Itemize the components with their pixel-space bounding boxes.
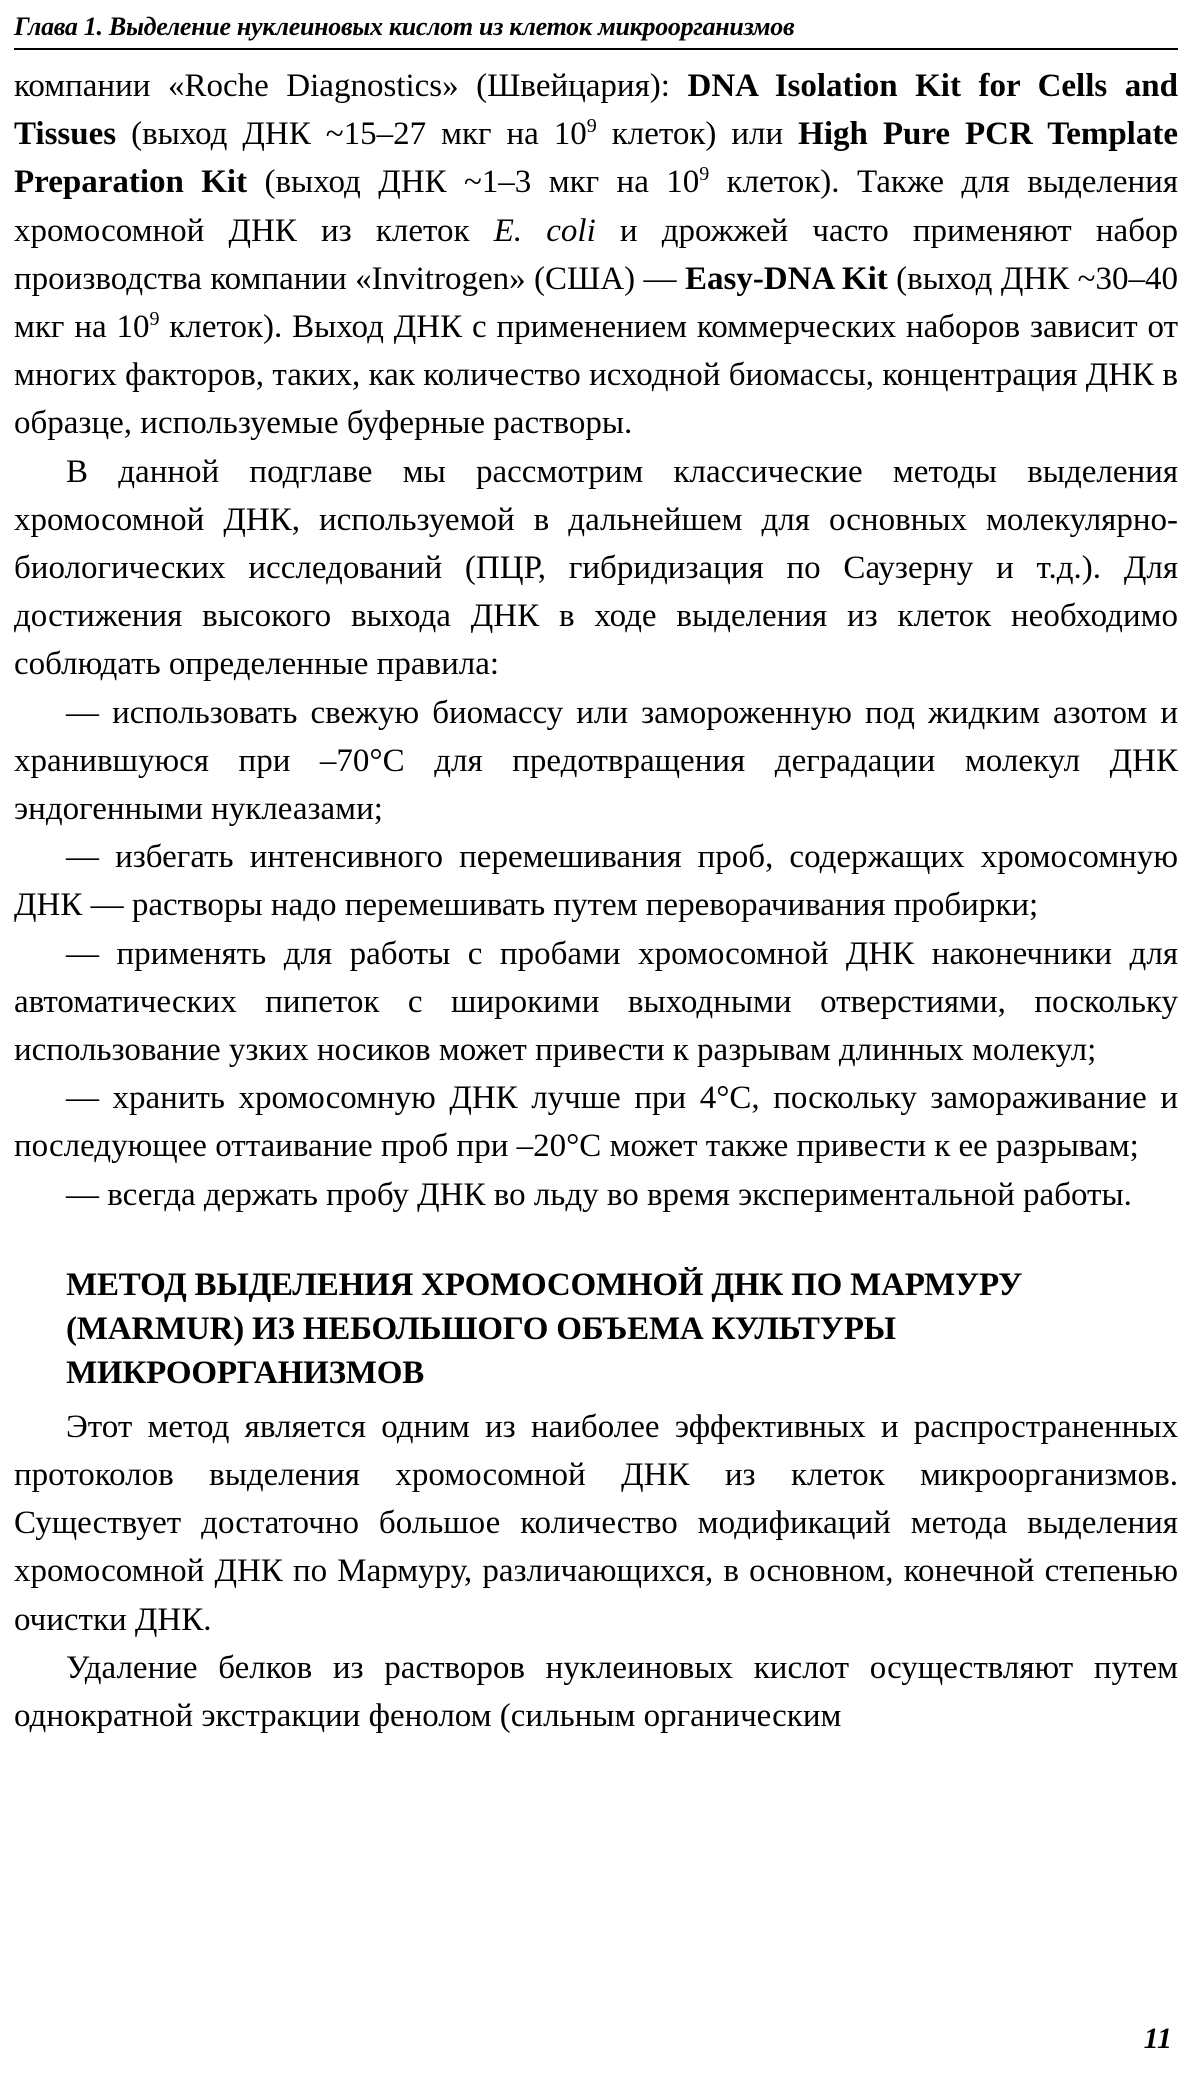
section-heading <box>66 1263 1178 1395</box>
section-paragraph: Удаление белков из растворов нуклеиновых кислот осуществляют путем однократной экстракции фенолом (сильным органическим <box>14 1649 1178 1735</box>
methods-paragraph: В данной подглаве мы рассмотрим классические методы выделения хромосомной ДНК, используемой в дальнейшем для основных молекулярно-биологических исследований (ПЦР, гибридизация по Саузерну и т.д.). Для достижения высокого выхода ДНК в ходе выделения из клеток необходимо соблюдать определенные правила: <box>14 453 1178 683</box>
rule-item: — применять для работы с пробами хромосомной ДНК наконечники для автоматических пипеток с широкими выходными отверстиями, поскольку использование узких носиков может привести к разрывам длинных молекул; <box>14 935 1178 1069</box>
intro-text: (выход ДНК ~30–40 мкг на 10 <box>14 260 1179 346</box>
intro-text: клеток). Также для выделения хромосомной ДНК из клеток <box>14 164 1178 249</box>
page-number: 11 <box>1143 2022 1172 2055</box>
running-header: Глава 1. Выделение нуклеиновых кислот из клеток микроорганизмов <box>14 6 1178 50</box>
kit-name-easy-dna: Easy-DNA Kit <box>684 260 888 297</box>
intro-text: (выход ДНК ~1–3 мкг на 10 <box>247 164 700 201</box>
rule-item: — всегда держать пробу ДНК во льду во время экспериментальной работы. <box>66 1176 1132 1213</box>
exponent: 9 <box>699 163 710 186</box>
intro-text: и дрожжей часто применяют набор производства компании «Invitrogen» (США) — <box>14 212 1178 297</box>
section-heading-line: МЕТОД ВЫДЕЛЕНИЯ ХРОМОСОМНОЙ ДНК ПО МАРМУРУ <box>66 1266 1023 1303</box>
organism-name: E. coli <box>493 212 596 249</box>
intro-text: (выход ДНК ~15–27 мкг на 10 <box>116 116 587 153</box>
rule-item: — хранить хромосомную ДНК лучше при 4°С, поскольку замораживание и последующее оттаивание проб при –20°С может также привести к ее разрывам; <box>14 1080 1178 1165</box>
section-heading-line: МИКРООРГАНИЗМОВ <box>66 1354 425 1391</box>
kit-name-high-pure: High Pure PCR Template Preparation Kit <box>14 116 1178 201</box>
section-paragraph: Этот метод является одним из наиболее эффективных и распространенных протоколов выделения хромосомной ДНК из клеток микроорганизмов. Существует достаточно большое количество модификаций метода выделения хромосомной ДНК по Мармуру, различающихся, в основном, конечной степенью очистки ДНК. <box>14 1408 1178 1638</box>
intro-paragraph <box>14 62 1178 448</box>
section-heading-line: (MARMUR) ИЗ НЕБОЛЬШОГО ОБЪЕМА КУЛЬТУРЫ <box>66 1310 896 1347</box>
kit-name-dna-isolation: DNA Isolation Kit for Cells and Tissues <box>14 68 1178 153</box>
intro-text: клеток). Выход ДНК с применением коммерческих наборов зависит от многих факторов, таких, как количество исходной биомассы, концентрация ДНК в образце, используемые буферные растворы. <box>14 309 1178 442</box>
intro-text: компании «Roche Diagnostics» (Швейцария): <box>14 68 688 104</box>
intro-text: клеток) или <box>596 116 799 153</box>
rule-item: — использовать свежую биомассу или замороженную под жидким азотом и хранившуюся при –70°С для предотвращения деградации молекул ДНК эндогенными нуклеазами; <box>14 694 1178 828</box>
rule-item: — избегать интенсивного перемешивания проб, содержащих хромосомную ДНК — растворы надо перемешивать путем переворачивания пробирки; <box>14 839 1178 924</box>
exponent: 9 <box>149 308 160 331</box>
exponent: 9 <box>586 115 597 138</box>
page-body <box>14 62 1178 1740</box>
